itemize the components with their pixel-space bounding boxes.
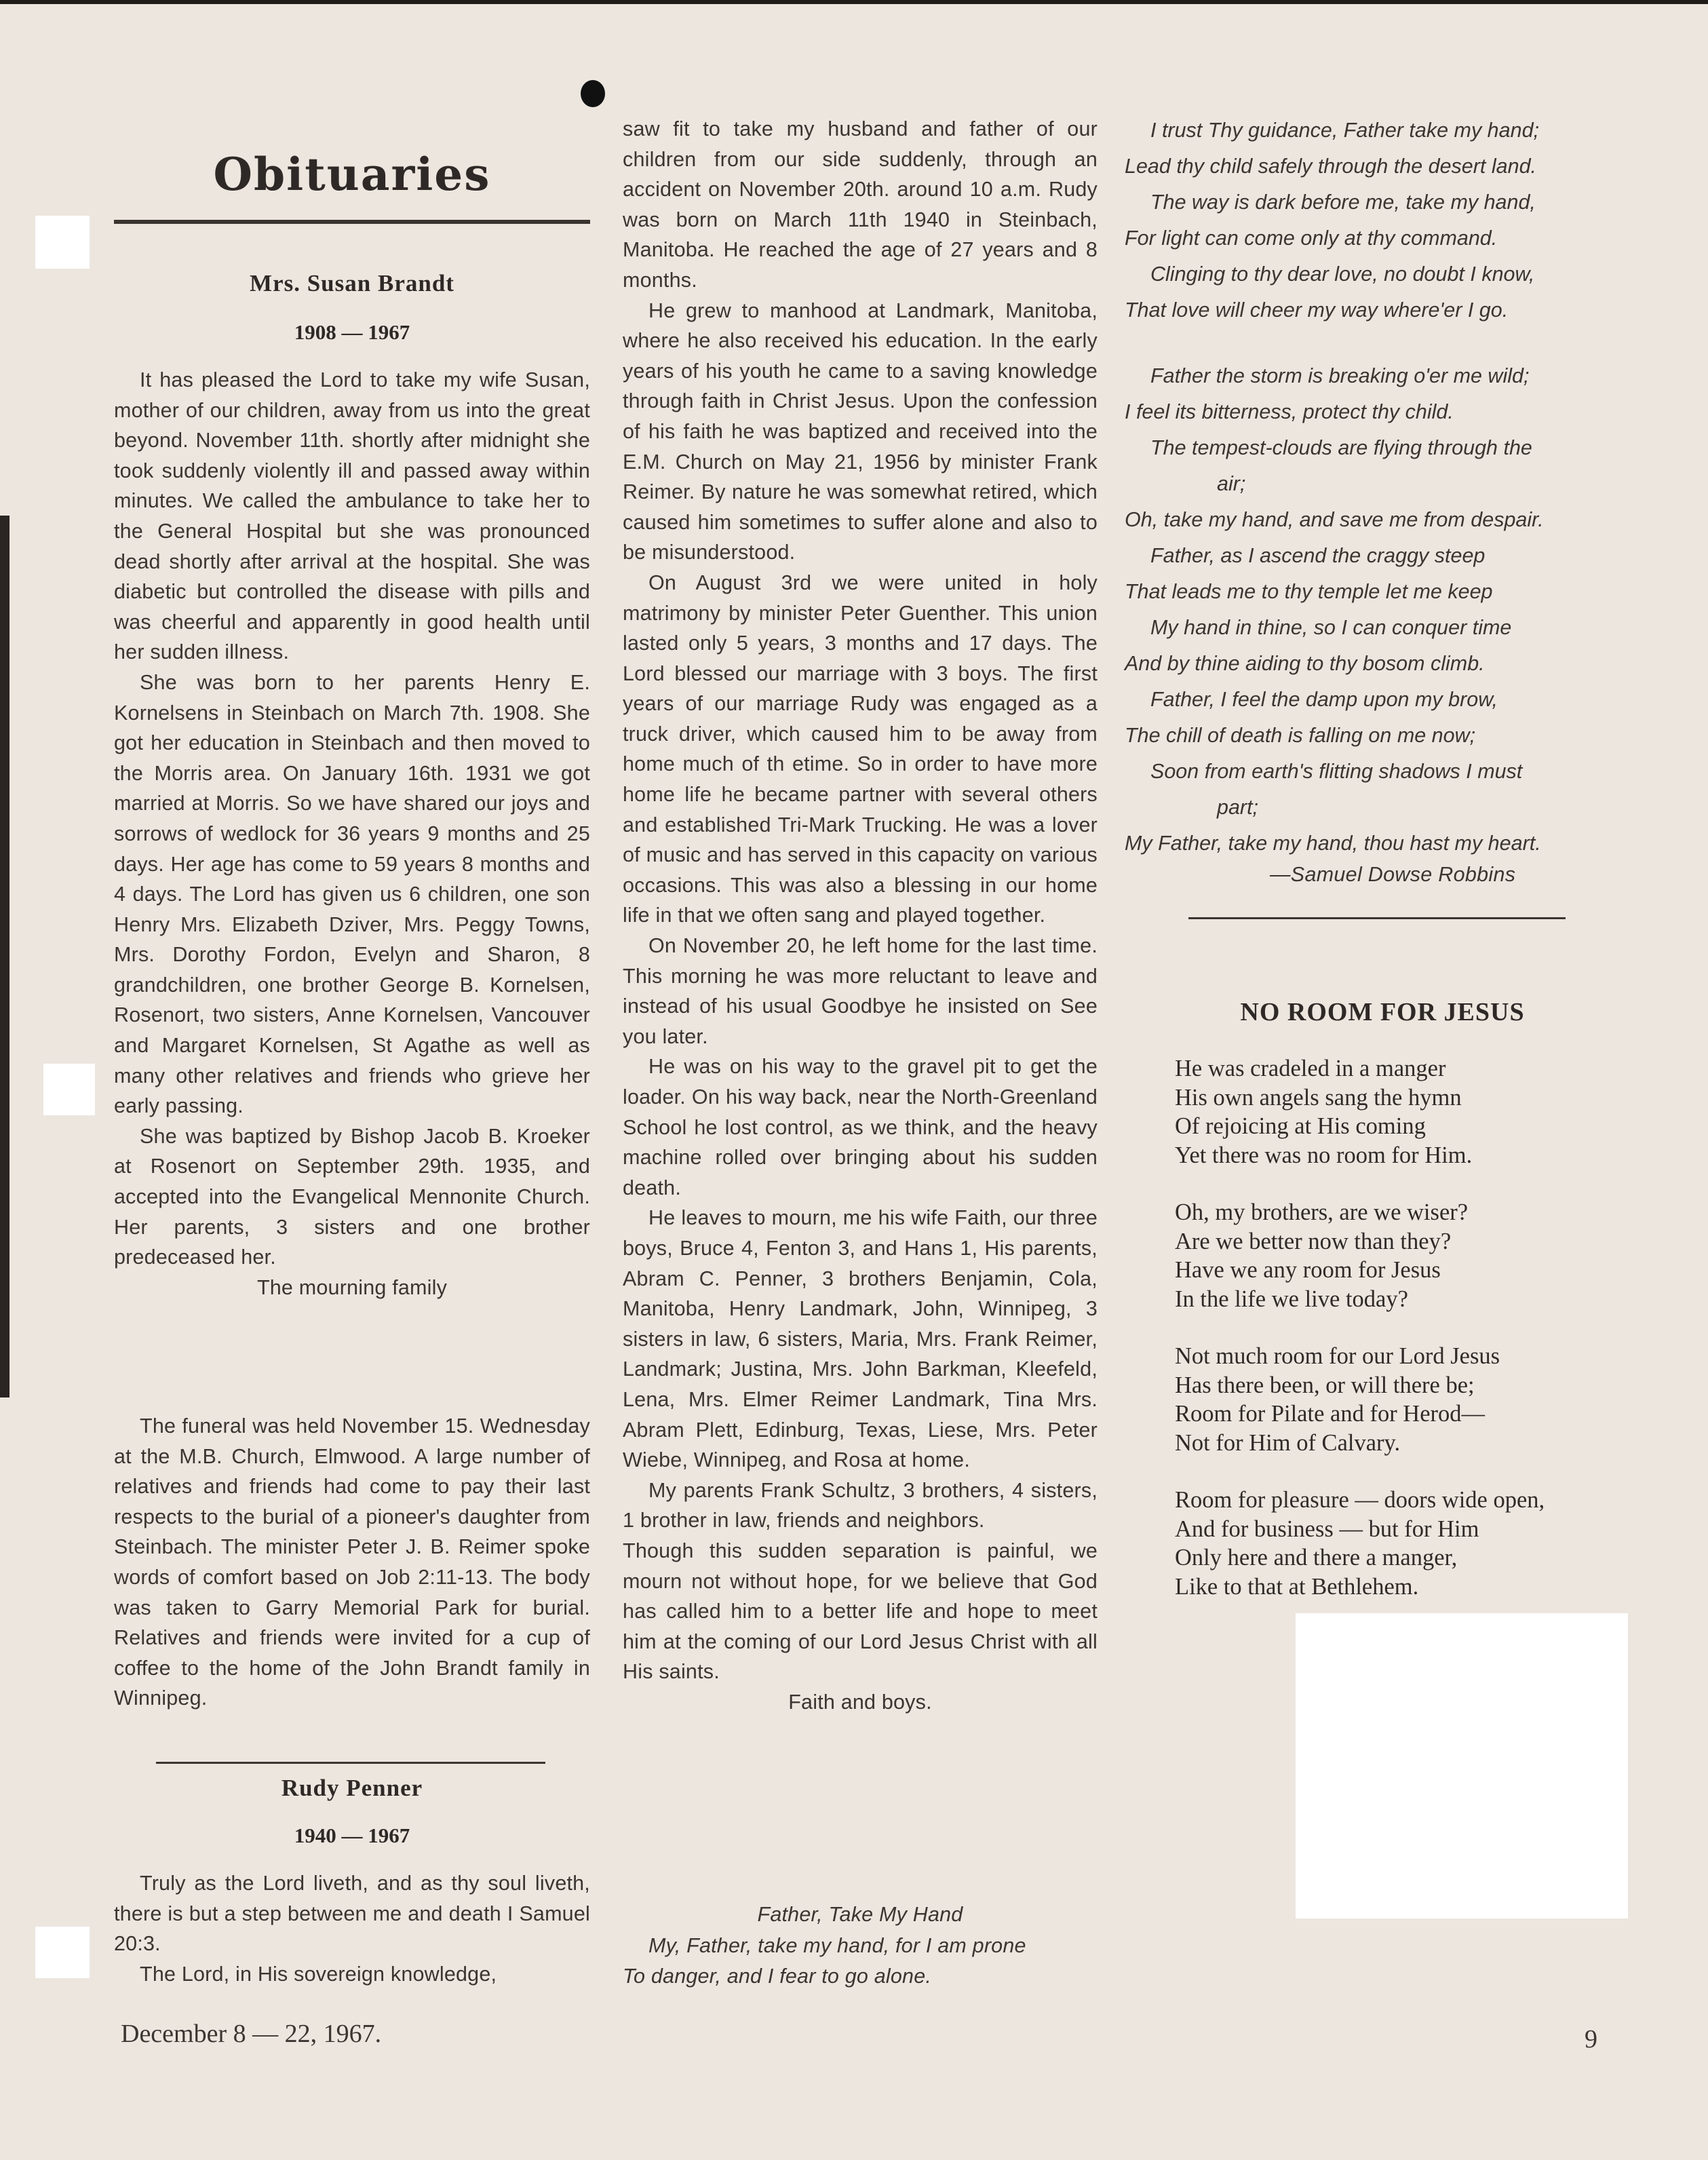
poem-line: Oh, my brothers, are we wiser? xyxy=(1175,1199,1469,1225)
poem-line: Father, as I ascend the craggy steep xyxy=(1150,544,1486,567)
obituary-name: Rudy Penner xyxy=(281,1775,423,1801)
paragraph: On November 20, he left home for the last time. This morning he was more reluctant to leave and instead of his usual Goodbye he insisted on See you later. xyxy=(623,934,1098,1048)
obituary-body xyxy=(114,365,590,1303)
poem-line: My Father, take my hand, thou hast my heart. xyxy=(1125,832,1541,855)
poem-line: Only here and there a manger, xyxy=(1175,1545,1458,1570)
poem-opening xyxy=(623,1931,1098,1991)
obituary-body xyxy=(114,1868,590,1989)
poem-stanza xyxy=(1175,1198,1704,1313)
poem-stanza xyxy=(1125,358,1606,862)
poem-line: That love will cheer my way where'er I go. xyxy=(1125,298,1509,322)
poem-line: I trust Thy guidance, Father take my hand; xyxy=(1150,119,1540,142)
section-rule xyxy=(1188,917,1566,919)
paragraph: saw fit to take my husband and father of our children from our side suddenly, through an accident on November 20th. around 10 a.m. Rudy was born on March 11th 1940 in Steinbach, Manitoba. He reached the age of 27 years and 8 months. xyxy=(623,117,1098,292)
obituary-body-continued xyxy=(623,114,1098,1717)
poem-line: He was cradeled in a manger xyxy=(1175,1056,1446,1081)
paragraph: My parents Frank Schultz, 3 brothers, 4 sisters, 1 brother in law, friends and neighbors. xyxy=(623,1478,1098,1532)
poem-line: The tempest-clouds are flying through the xyxy=(1150,436,1532,459)
poem-line: air; xyxy=(1217,472,1246,495)
poem-line: Clinging to thy dear love, no doubt I know, xyxy=(1150,263,1535,286)
page-top-edge xyxy=(0,0,1708,4)
punch-hole xyxy=(43,1064,95,1115)
obituary-years: 1940 — 1967 xyxy=(294,1824,410,1847)
poem-line: Room for Pilate and for Herod— xyxy=(1175,1401,1486,1427)
masthead-rule xyxy=(114,220,590,224)
issue-date: December 8 — 22, 1967. xyxy=(121,2020,382,2048)
poem-author: —Samuel Dowse Robbins xyxy=(1270,863,1516,886)
signature: The mourning family xyxy=(256,1275,448,1299)
poem-line: And by thine aiding to thy bosom climb. xyxy=(1125,652,1485,675)
obituary-name: Mrs. Susan Brandt xyxy=(250,270,454,296)
page-number: 9 xyxy=(1585,2025,1597,2053)
poem-line: In the life we live today? xyxy=(1175,1286,1408,1312)
poem-body xyxy=(1175,1054,1704,1629)
poem-line: The chill of death is falling on me now; xyxy=(1125,724,1476,747)
poem-line: Room for pleasure — doors wide open, xyxy=(1175,1487,1545,1513)
poem-title: NO ROOM FOR JESUS xyxy=(1240,998,1525,1026)
signature: Faith and boys. xyxy=(788,1690,932,1714)
poem-line: Like to that at Bethlehem. xyxy=(1175,1573,1419,1600)
paragraph: He grew to manhood at Landmark, Manitoba, where he also received his education. In the early years of his youth he came to a saving knowledge through faith in Christ Jesus. Upon the confession of his faith he was baptized and received into the E.M. Church on May 21, 1956 by minister Frank Reimer. By nature he was somewhat retired, which caused him sometimes to suffer alone and also to be misunderstood. xyxy=(623,298,1098,564)
funeral-notice xyxy=(114,1411,590,1714)
poem-line: Lead thy child safely through the desert land. xyxy=(1125,155,1537,178)
poem-line: Not much room for our Lord Jesus xyxy=(1175,1343,1500,1369)
poem-line: Are we better now than they? xyxy=(1175,1228,1452,1254)
poem-line: part; xyxy=(1217,796,1259,819)
poem-title: Father, Take My Hand xyxy=(757,1903,963,1926)
paragraph: It has pleased the Lord to take my wife Susan, mother of our children, away from us into the great beyond. November 11th. shortly after midnight she took suddenly violently ill and passed away within minutes. We called the ambulance to take her to the General Hospital but she was pronounced dead shortly after arrival at the hospital. She was diabetic but controlled the disease with pills and was cheerful and apparently in good health until her sudden illness. xyxy=(114,368,590,664)
poem-stanza xyxy=(1175,1054,1704,1170)
poem-stanza xyxy=(1175,1486,1704,1601)
ink-spot xyxy=(581,80,605,107)
binding-edge xyxy=(0,516,9,1397)
poem-stanza xyxy=(1125,113,1606,328)
poem-line: Has there been, or will there be; xyxy=(1175,1372,1475,1398)
poem-line: The way is dark before me, take my hand, xyxy=(1150,191,1536,214)
paragraph: She was baptized by Bishop Jacob B. Kroeker at Rosenort on September 29th. 1935, and accepted into the Evangelical Mennonite Church. Her parents, 3 sisters and one brother predeceased her. xyxy=(114,1124,590,1269)
punch-hole xyxy=(35,216,90,269)
section-rule xyxy=(156,1762,545,1764)
paragraph: He was on his way to the gravel pit to get the loader. On his way back, near the North-Greenland School he lost control, as we think, and the heavy machine rolled over bringing about his sudden death. xyxy=(623,1055,1098,1199)
poem-line: Have we any room for Jesus xyxy=(1175,1257,1441,1283)
poem-line: Father the storm is breaking o'er me wild; xyxy=(1150,364,1530,387)
poem-line: His own angels sang the hymn xyxy=(1175,1084,1462,1111)
masthead: Obituaries xyxy=(213,148,491,201)
poem-line: My, Father, take my hand, for I am prone xyxy=(648,1934,1026,1957)
poem-line: To danger, and I fear to go alone. xyxy=(623,1964,932,1988)
poem-line: My hand in thine, so I can conquer time xyxy=(1150,616,1512,639)
paragraph: The funeral was held November 15. Wednesday at the M.B. Church, Elmwood. A large number of relatives and friends had come to pay their last respects to the burial of a pioneer's daughter from Steinbach. The minister Peter J. B. Reimer spoke words of comfort based on Job 2:11-13. The body was taken to Garry Memorial Park for burial. Relatives and friends were invited for a cup of coffee to the home of the John Brandt family in Winnipeg. xyxy=(114,1414,590,1710)
poem-line: I feel its bitterness, protect thy child. xyxy=(1125,400,1454,423)
poem-line: Father, I feel the damp upon my brow, xyxy=(1150,688,1498,711)
poem-stanza xyxy=(1175,1342,1704,1457)
paragraph: Though this sudden separation is painful, we mourn not without hope, for we believe that God has called him to a better life and hope to meet him at the coming of our Lord Jesus Christ with all His saints. xyxy=(623,1539,1098,1684)
poem-line: Yet there was no room for Him. xyxy=(1175,1142,1473,1168)
paragraph: On August 3rd we were united in holy matrimony by minister Peter Guenther. This union lasted only 5 years, 3 months and 17 days. The Lord blessed our marriage with 3 boys. The first years of our marriage Rudy was engaged as a truck driver, which caused him to be away from home much of th etime. So in order to have more home life he became partner with several others and established Tri-Mark Trucking. He was a lover of music and has served in this capacity on various occasions. This was also a blessing in our home life in that we often sang and played together. xyxy=(623,571,1098,927)
paragraph: The Lord, in His sovereign knowledge, xyxy=(140,1962,497,1986)
poem-line: That leads me to thy temple let me keep xyxy=(1125,580,1493,603)
blank-patch xyxy=(1296,1613,1628,1918)
poem-line: Not for Him of Calvary. xyxy=(1175,1429,1401,1456)
paragraph: She was born to her parents Henry E. Kornelsens in Steinbach on March 7th. 1908. She got her education in Steinbach and then moved to the Morris area. On January 16th. 1931 we got married at Morris. So we have shared our joys and sorrows of wedlock for 36 years 9 months and 25 days. Her age has come to 59 years 8 months and 4 days. The Lord has given us 6 children, one son Henry Mrs. Elizabeth Dziver, Mrs. Peggy Towns, Mrs. Dorothy Fordon, Evelyn and Sharon, 8 grandchildren, one brother George B. Kornelsen, Rosenort, two sisters, Anne Kornelsen, Vancouver and Margaret Kornelsen, St Agathe as well as many other relatives and friends who grieve her early passing. xyxy=(114,670,590,1118)
poem-line: And for business — but for Him xyxy=(1175,1516,1479,1542)
punch-hole xyxy=(35,1927,90,1978)
poem-line: Oh, take my hand, and save me from despair. xyxy=(1125,508,1544,531)
scripture-quote: Truly as the Lord liveth, and as thy soul liveth, there is but a step between me and death I Samuel 20:3. xyxy=(114,1872,590,1956)
poem-line: Soon from earth's flitting shadows I must xyxy=(1150,760,1523,783)
poem-line: For light can come only at thy command. xyxy=(1125,227,1498,250)
paragraph: He leaves to mourn, me his wife Faith, our three boys, Bruce 4, Fenton 3, and Hans 1, His parents, Abram C. Penner, 3 brothers Benjamin, Cola, Manitoba, Henry Landmark, John, Winnipeg, 3 sisters in law, 6 sisters, Maria, Mrs. Frank Reimer, Landmark; Justina, Mrs. John Barkman, Kleefeld, Lena, Mrs. Elmer Reimer Landmark, Tina Mrs. Abram Plett, Edinburg, Texas, Liese, Mrs. Peter Wiebe, Winnipeg, and Rosa at home. xyxy=(623,1206,1098,1472)
poem-line: Of rejoicing at His coming xyxy=(1175,1113,1426,1139)
obituary-years: 1908 — 1967 xyxy=(294,320,410,344)
